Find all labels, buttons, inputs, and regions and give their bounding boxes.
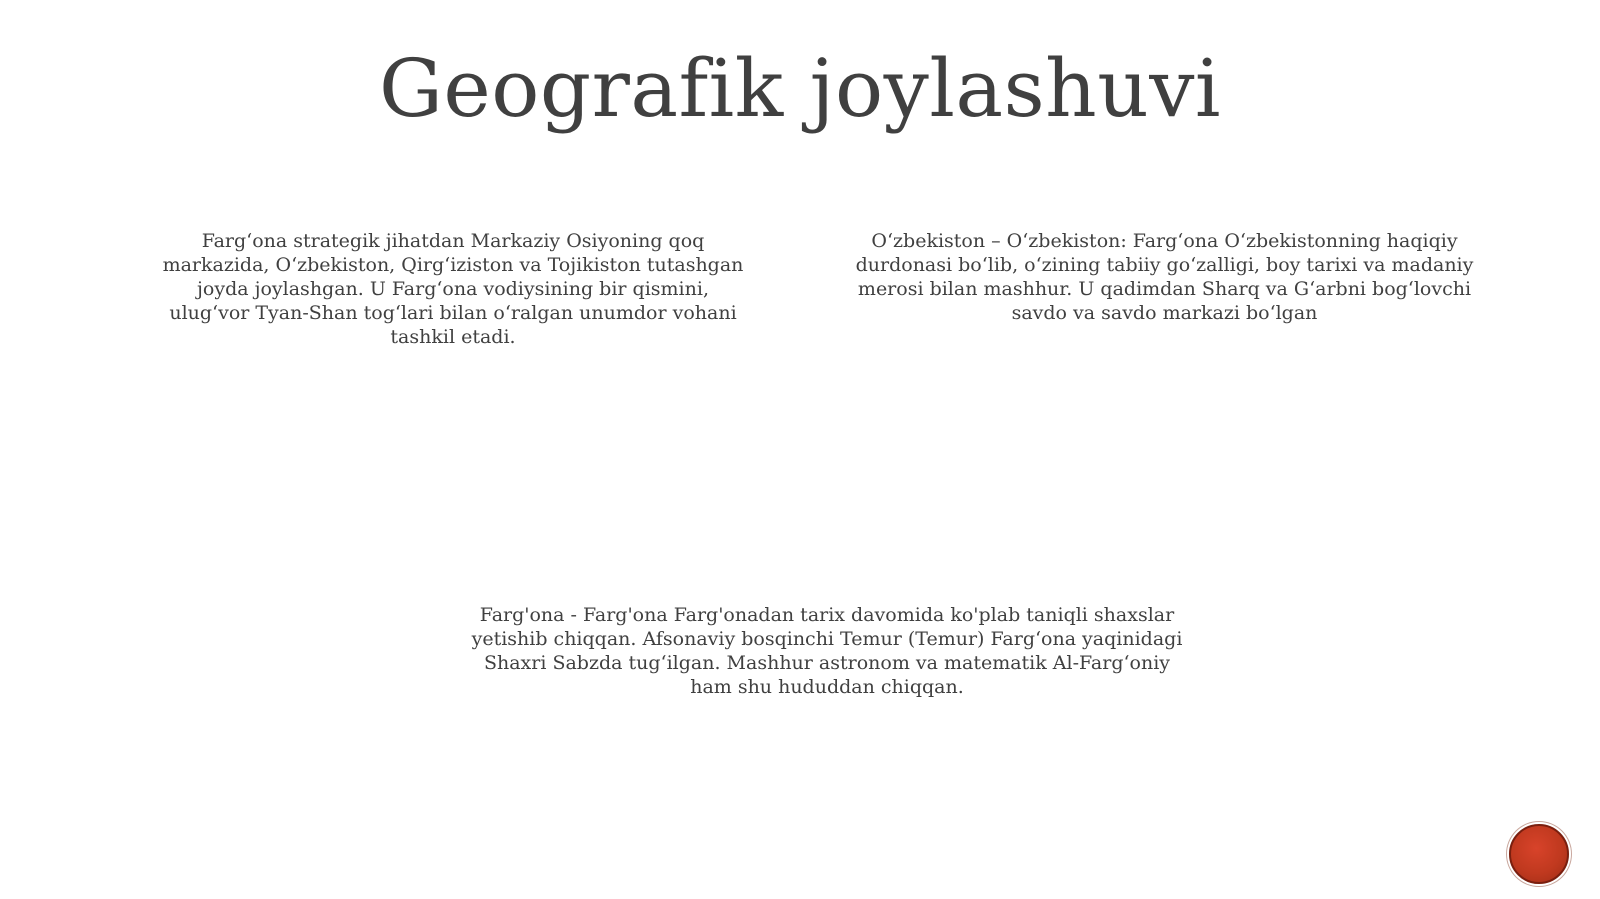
text-block-uzbekistan: O‘zbekiston – O‘zbekiston: Farg‘ona O‘zbekistonning haqiqiy durdonasi bo‘lib, o‘zining tabiiy go‘zalligi, boy tarixi va madaniy merosi bilan mashhur. U qadimdan Sharq va G‘arbni bog‘lovchi savdo va savdo markazi bo‘lgan — [855, 230, 1474, 324]
text-block-location: Farg‘ona strategik jihatdan Markaziy Osiyoning qoq markazida, O‘zbekiston, Qirg‘iziston va Tojikiston tutashgan joyda joylashgan. U Farg‘ona vodiysining bir qismini, ulug‘vor Tyan-Shan tog‘lari bilan o‘ralgan unumdor vohani tashkil etadi. — [162, 230, 744, 348]
slide-title: Geografik joylashuvi — [379, 42, 1221, 135]
circle-button-icon[interactable] — [1509, 824, 1569, 884]
text-block-notable-people: Farg'ona - Farg'ona Farg'onadan tarix davomida ko'plab taniqli shaxslar yetishib chiqqan. Afsonaviy bosqinchi Temur (Temur) Farg‘ona yaqinidagi Shaxri Sabzda tug‘ilgan. Mashhur astronom va matematik Al-Farg‘oniy ham shu hududdan chiqqan. — [471, 604, 1183, 698]
